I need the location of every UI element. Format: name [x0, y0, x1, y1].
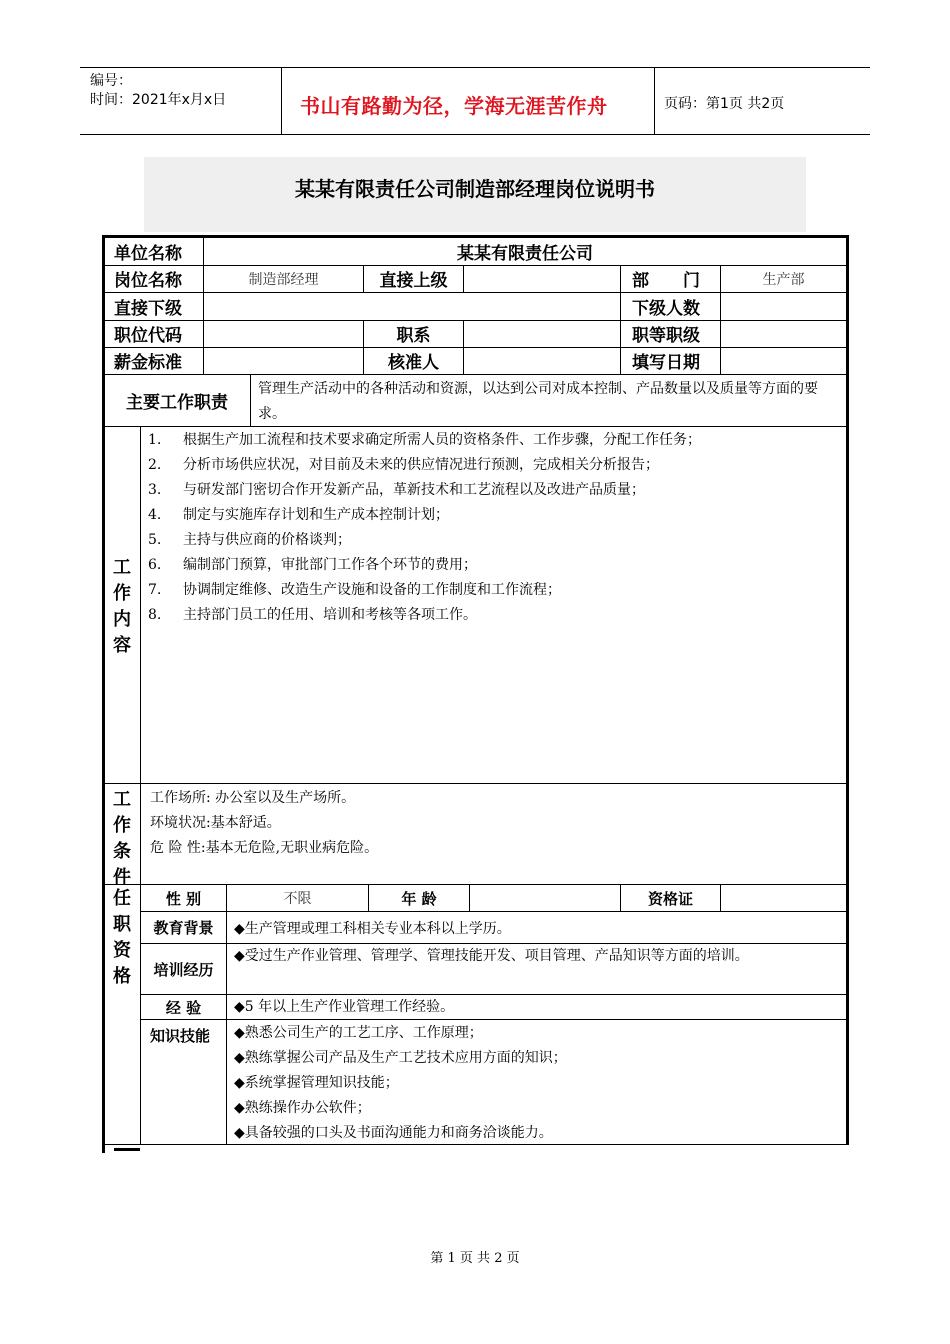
skill-item: ◆熟练操作办公软件；	[234, 1100, 371, 1116]
salary-label: 薪金标准	[114, 353, 182, 373]
gender-value: 不限	[283, 891, 312, 907]
education-text: ◆生产管理或理工科相关专业本科以上学历。	[234, 921, 511, 937]
position-name-value: 制造部经理	[248, 271, 319, 288]
work-risk: 危 险 性:基本无危险,无职业病危险。	[150, 840, 379, 856]
position-name-label: 岗位名称	[114, 271, 182, 291]
grade-label: 职等职级	[632, 326, 700, 346]
approver-label: 核准人	[388, 353, 439, 373]
work-item: 1. 根据生产加工流程和技术要求确定所需人员的资格条件、工作步骤，分配工作任务；	[148, 432, 701, 448]
skills-label: 知识技能	[150, 1027, 211, 1045]
certificate-label: 资格证	[647, 889, 693, 908]
work-content-list	[148, 428, 842, 628]
unit-name-label: 单位名称	[114, 244, 182, 264]
work-item: 8. 主持部门员工的任用、培训和考核等各项工作。	[148, 607, 477, 623]
training-label: 培训经历	[153, 960, 214, 979]
direct-superior-value	[464, 265, 620, 292]
skill-item: ◆系统掌握管理知识技能；	[234, 1075, 399, 1091]
skills-list	[234, 1021, 567, 1146]
direct-subordinate-label: 直接下级	[114, 298, 182, 319]
position-code-label: 职位代码	[114, 326, 182, 346]
work-place: 工作场所: 办公室以及生产场所。	[150, 790, 356, 806]
work-content-label: 工 作 内 容	[113, 557, 131, 656]
experience-label: 经 验	[165, 998, 202, 1017]
work-item: 3. 与研发部门密切合作开发新产品，革新技术和工艺流程以及改进产品质量；	[148, 482, 645, 498]
skill-item: ◆熟练掌握公司产品及生产工艺技术应用方面的知识；	[234, 1050, 567, 1066]
gender-label: 性 别	[165, 889, 202, 908]
page-info: 页码：第1页 共2页	[664, 96, 785, 112]
page-title: 某某有限责任公司制造部经理岗位说明书	[295, 177, 655, 201]
work-item: 6. 编制部门预算，审批部门工作各个环节的费用；	[148, 557, 477, 573]
motto: 书山有路勤为径，学海无涯苦作舟	[300, 94, 608, 118]
training-text: ◆受过生产作业管理、管理学、管理技能开发、项目管理、产品知识等方面的培训。	[234, 948, 749, 964]
work-item: 2. 分析市场供应状况，对目前及未来的供应情况进行预测，完成相关分析报告；	[148, 457, 659, 473]
title-band	[144, 157, 806, 232]
direct-subordinate-value	[204, 292, 620, 320]
department-label: 部 门	[632, 271, 700, 291]
unit-name-value: 某某有限责任公司	[457, 244, 593, 264]
document-number-label: 编号：	[90, 73, 132, 89]
education-label: 教育背景	[153, 919, 214, 937]
age-label: 年 龄	[401, 889, 437, 908]
direct-superior-label: 直接上级	[379, 271, 448, 291]
work-environment: 环境状况:基本舒适。	[150, 815, 281, 831]
main-duty-text: 管理生产活动中的各种活动和资源，以达到公司对成本控制、产品数量以及质量等方面的要求。	[258, 381, 818, 422]
work-conditions-label: 工 作 条 件	[113, 789, 131, 888]
skill-item: ◆具备较强的口头及书面沟通能力和商务洽谈能力。	[234, 1125, 553, 1141]
work-item: 5. 主持与供应商的价格谈判；	[148, 532, 351, 548]
document-time-label: 时间：2021年x月x日	[90, 92, 227, 108]
subordinate-count-label: 下级人数	[632, 298, 700, 319]
qualifications-label: 任 职 资 格	[113, 888, 131, 987]
main-duty-label: 主要工作职责	[126, 392, 228, 413]
job-family-label: 职系	[396, 326, 431, 346]
skill-item: ◆熟悉公司生产的工艺工序、工作原理；	[234, 1025, 483, 1041]
experience-text: ◆5 年以上生产作业管理工作经验。	[234, 999, 455, 1015]
page-footer: 第 1 页 共 2 页	[430, 1251, 520, 1266]
fill-date-label: 填写日期	[632, 353, 700, 373]
subordinate-count-value	[721, 292, 846, 320]
department-value: 生产部	[762, 271, 805, 288]
certificate-value	[721, 885, 846, 911]
age-value	[470, 885, 620, 911]
work-item: 4. 制定与实施库存计划和生产成本控制计划；	[148, 507, 449, 523]
work-item: 7. 协调制定维修、改造生产设施和设备的工作制度和工作流程；	[148, 582, 561, 598]
